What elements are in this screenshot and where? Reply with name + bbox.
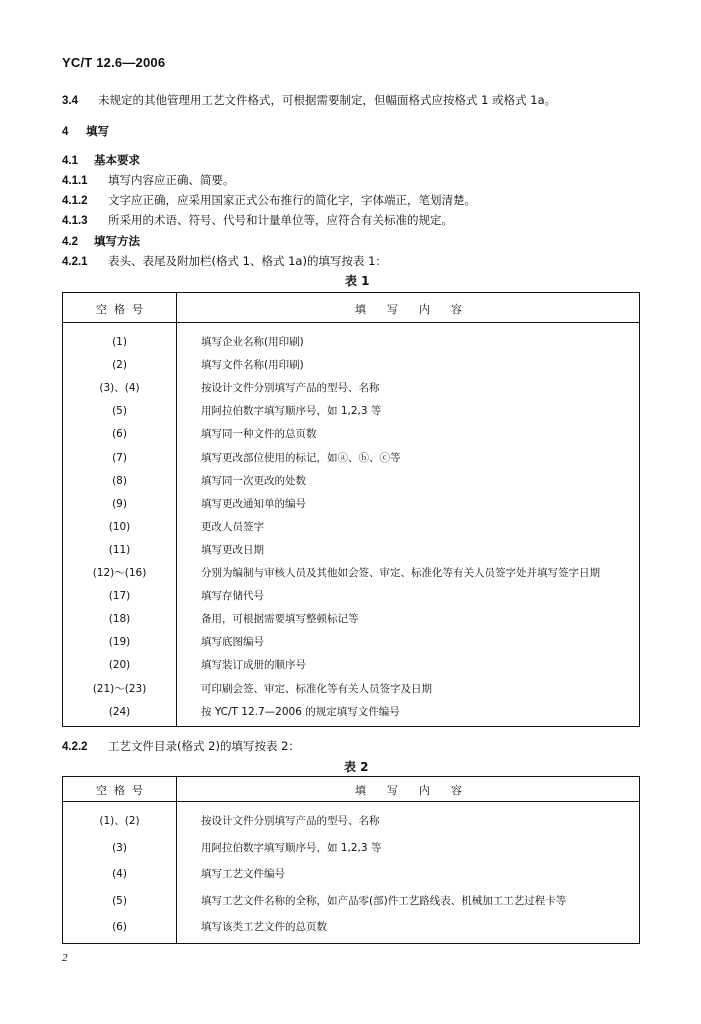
field-number-cell: (3) <box>112 841 127 854</box>
table-row <box>63 562 639 584</box>
clause-text: 工艺文件目录(格式 2)的填写按表 2： <box>108 739 300 753</box>
table-row <box>63 678 639 700</box>
content-cell: 分别为编制与审核人员及其他如会签、审定、标准化等有关人员签字处并填写签字日期 <box>201 567 600 579</box>
table-row <box>63 837 639 859</box>
table-row <box>63 539 639 561</box>
clause-number: 4.2 <box>62 236 78 248</box>
table-2-caption: 表 2 <box>344 760 369 774</box>
section-heading: 填写 <box>86 124 109 138</box>
field-number-cell: (10) <box>108 520 131 533</box>
field-number-cell: (4) <box>112 868 127 880</box>
table-row <box>63 377 639 399</box>
field-number-cell: (21)～(23) <box>92 682 147 695</box>
table-row <box>63 470 639 492</box>
field-number-cell: (6) <box>112 921 127 933</box>
content-cell: 填写存储代号 <box>201 590 264 603</box>
column-header-content: 填 写 内 容 <box>355 784 462 797</box>
table-row <box>63 916 639 938</box>
section-heading: 基本要求 <box>94 153 140 167</box>
clause-4-1 <box>62 152 140 169</box>
field-number-cell: (7) <box>112 451 127 464</box>
content-cell: 填写底图编号 <box>201 636 264 649</box>
section-heading: 填写方法 <box>94 234 140 248</box>
clause-text: 所采用的术语、符号、代号和计量单位等，应符合有关标准的规定。 <box>108 213 453 227</box>
field-number-cell: (12)～(16) <box>92 567 147 579</box>
clause-number: 4.1 <box>62 155 78 167</box>
field-number-cell: (5) <box>112 894 127 907</box>
clause-4-2-2 <box>62 738 300 755</box>
page-number: 2 <box>62 952 68 964</box>
table-1-caption: 表 1 <box>345 274 370 288</box>
clause-text: 文字应正确，应采用国家正式公布推行的简化字，字体端正，笔划清楚。 <box>108 193 476 207</box>
table-row <box>63 493 639 515</box>
table-row <box>63 863 639 885</box>
clause-4-2-1 <box>62 253 387 270</box>
field-number-cell: (18) <box>108 613 131 626</box>
content-cell: 用阿拉伯数字填写顺序号，如 1,2,3 等 <box>201 405 382 418</box>
content-cell: 填写同一次更改的处数 <box>201 474 306 487</box>
field-number-cell: (24) <box>108 705 131 718</box>
table-row <box>63 585 639 607</box>
clause-number: 4.1.1 <box>62 175 88 187</box>
field-number-cell: (11) <box>108 543 131 556</box>
clause-number: 4 <box>62 126 69 138</box>
content-cell: 填写同一种文件的总页数 <box>201 428 317 441</box>
field-number-cell: (3)、(4) <box>99 382 140 395</box>
clause-text: 未规定的其他管理用工艺文件格式，可根据需要制定，但幅面格式应按格式 1 或格式 1a。 <box>98 93 557 107</box>
content-cell: 按设计文件分别填写产品的型号、名称 <box>201 815 380 827</box>
content-cell: 备用，可根据需要填写整顿标记等 <box>201 613 359 626</box>
content-cell: 用阿拉伯数字填写顺序号，如 1,2,3 等 <box>201 841 382 854</box>
standard-code-header: YC/T 12.6—2006 <box>62 55 166 70</box>
field-number-cell: (6) <box>112 428 127 441</box>
clause-4-1-1 <box>62 172 235 189</box>
clause-4-1-3 <box>62 212 453 229</box>
field-number-cell: (8) <box>112 474 127 487</box>
clause-number: 3.4 <box>62 95 78 107</box>
table-row <box>63 608 639 630</box>
field-number-cell: (2) <box>112 359 127 372</box>
table-row <box>63 654 639 676</box>
table-row <box>63 447 639 469</box>
content-cell: 按 YC/T 12.7—2006 的规定填写文件编号 <box>201 705 400 718</box>
field-number-cell: (9) <box>112 497 127 510</box>
content-cell: 填写装订成册的顺序号 <box>201 659 306 672</box>
table-header-row <box>63 293 639 323</box>
field-number-cell: (20) <box>108 659 131 672</box>
table-row <box>63 400 639 422</box>
column-header-content: 填 写 内 容 <box>355 303 462 316</box>
field-number-cell: (1) <box>112 336 127 348</box>
table-row <box>63 631 639 653</box>
content-cell: 填写工艺文件编号 <box>201 868 285 880</box>
column-header-field-no: 空 格 号 <box>96 303 143 316</box>
field-number-cell: (5) <box>112 405 127 418</box>
content-cell: 填写更改部位使用的标记，如ⓐ、ⓑ、ⓒ等 <box>201 451 401 464</box>
table-row <box>63 423 639 445</box>
clause-4-1-2 <box>62 192 476 209</box>
clause-number: 4.1.3 <box>62 215 88 227</box>
clause-number: 4.2.1 <box>62 256 88 268</box>
content-cell: 可印刷会签、审定、标准化等有关人员签字及日期 <box>201 682 432 695</box>
content-cell: 按设计文件分别填写产品的型号、名称 <box>201 382 380 395</box>
content-cell: 更改人员签字 <box>201 520 264 533</box>
clause-number: 4.1.2 <box>62 195 88 207</box>
clause-text: 填写内容应正确、简要。 <box>108 173 235 187</box>
column-header-field-no: 空 格 号 <box>96 784 143 797</box>
content-cell: 填写企业名称(用印刷) <box>201 336 304 348</box>
content-cell: 填写更改日期 <box>201 543 264 556</box>
content-cell: 填写该类工艺文件的总页数 <box>201 921 327 933</box>
content-cell: 填写工艺文件名称的全称，如产品零(部)件工艺路线表、机械加工工艺过程卡等 <box>201 894 567 907</box>
table-header-row <box>63 777 639 802</box>
table-row <box>63 516 639 538</box>
table-row <box>63 354 639 376</box>
clause-4 <box>62 123 109 140</box>
table-row <box>63 331 639 353</box>
field-number-cell: (19) <box>108 636 131 649</box>
table-1 <box>62 292 640 727</box>
table-row <box>63 890 639 912</box>
clause-3-4 <box>62 92 556 109</box>
content-cell: 填写更改通知单的编号 <box>201 497 306 510</box>
table-row <box>63 701 639 723</box>
table-row <box>63 810 639 832</box>
field-number-cell: (1)、(2) <box>99 815 140 827</box>
field-number-cell: (17) <box>108 590 131 603</box>
clause-text: 表头、表尾及附加栏(格式 1、格式 1a)的填写按表 1： <box>108 254 387 268</box>
content-cell: 填写文件名称(用印刷) <box>201 359 304 372</box>
clause-number: 4.2.2 <box>62 741 88 753</box>
table-2 <box>62 776 640 944</box>
clause-4-2 <box>62 233 140 250</box>
